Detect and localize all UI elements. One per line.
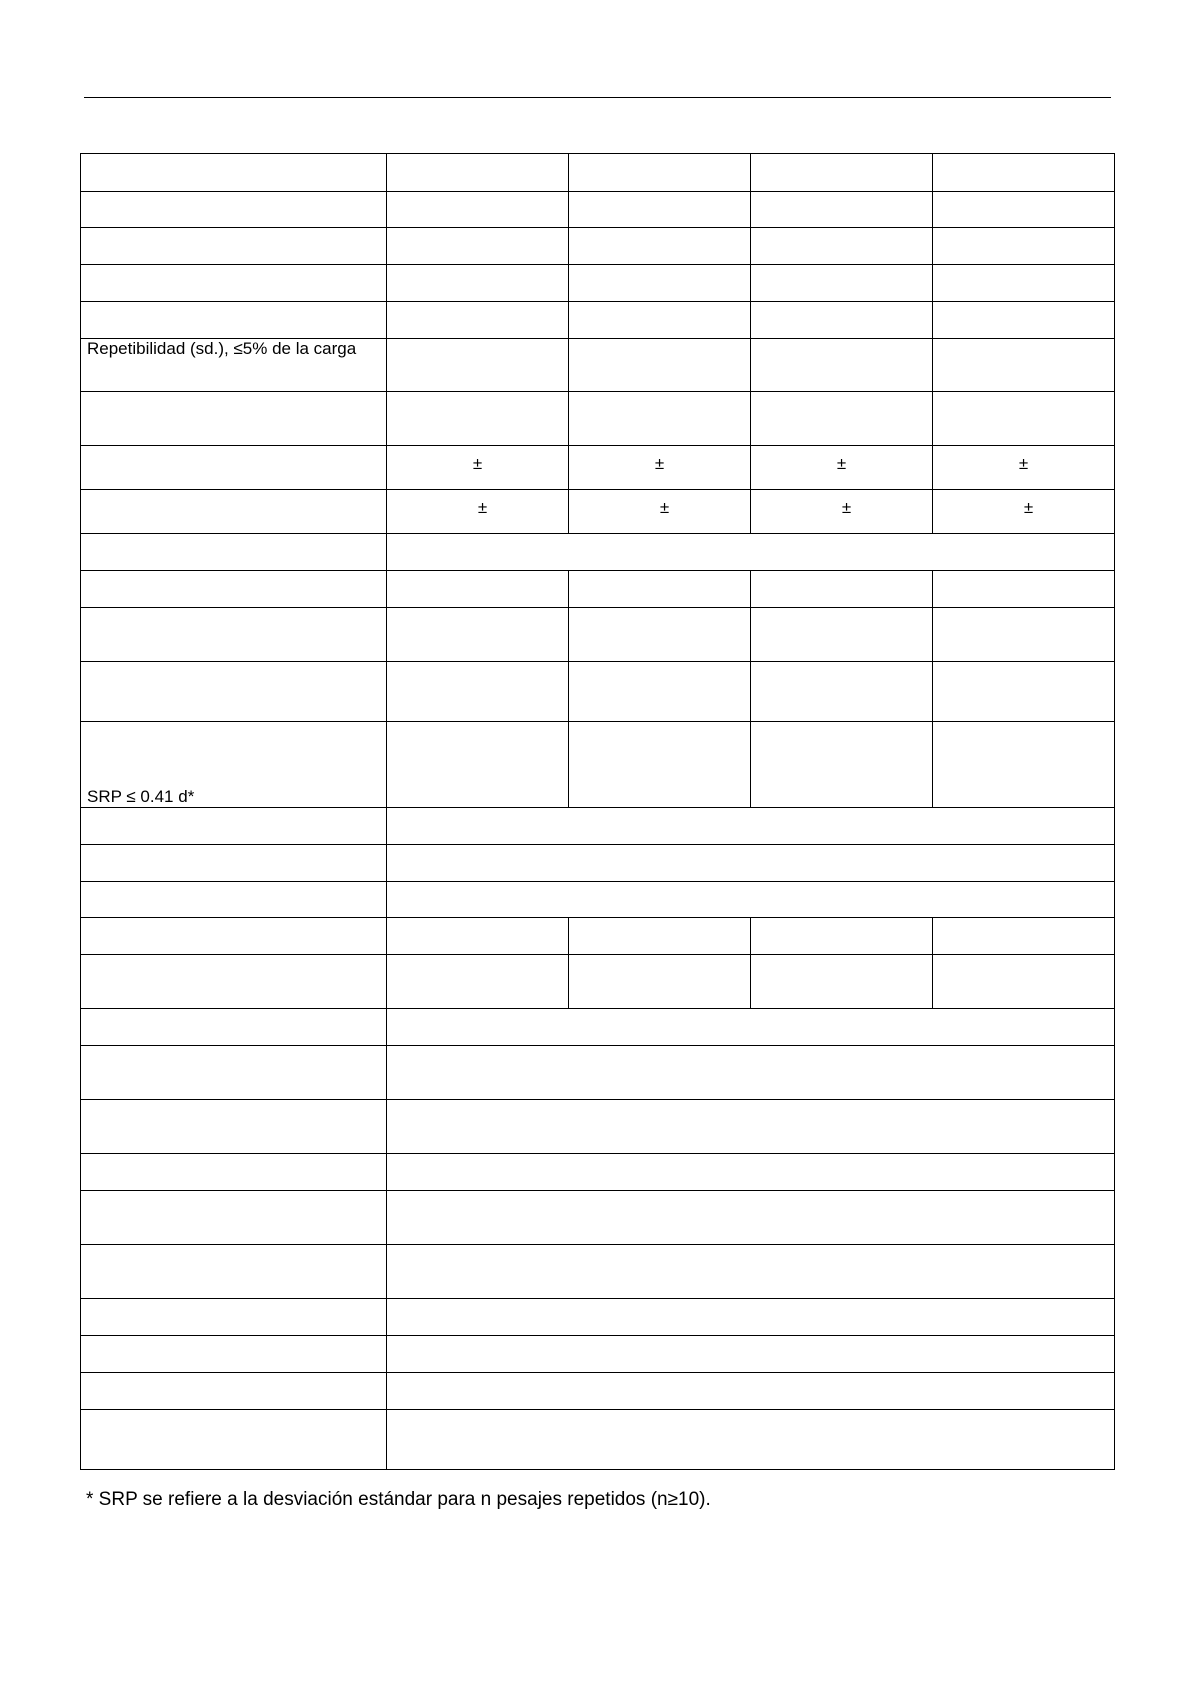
table-row [81,339,1115,392]
table-row [81,192,1115,228]
table-cell [569,662,751,722]
table-cell [81,608,387,662]
table-cell [81,845,387,882]
srp-label: SRP ≤ 0.41 d* [81,722,387,808]
table-cell [387,228,569,265]
table-cell [81,808,387,845]
header-rule [84,97,1111,98]
table-cell [387,955,569,1009]
table-row [81,228,1115,265]
table-row [81,1009,1115,1046]
table-row [81,302,1115,339]
table-row [81,1100,1115,1154]
table-row [81,1373,1115,1410]
table-row [81,265,1115,302]
table-cell [569,722,751,808]
plus-minus-sign: ± [659,497,670,517]
table-cell [933,154,1115,192]
table-cell [569,302,751,339]
table-row [81,845,1115,882]
table-cell [81,154,387,192]
table-cell-merged [387,534,1115,571]
table-cell [751,662,933,722]
plus-minus-cell [933,446,1115,490]
plus-minus-cell [933,490,1115,534]
table-cell [387,302,569,339]
plus-minus-cell [387,490,569,534]
table-cell [933,722,1115,808]
table-cell [81,1299,387,1336]
table-cell [387,192,569,228]
table-cell [751,192,933,228]
specifications-table [80,153,1115,1470]
table-cell [387,265,569,302]
plus-minus-cell [751,446,933,490]
table-cell [81,571,387,608]
table-cell [933,265,1115,302]
table-cell [81,534,387,571]
table-cell [569,392,751,446]
table-cell [751,339,933,392]
table-row [81,571,1115,608]
table-row [81,662,1115,722]
table-cell [569,192,751,228]
table-cell [81,1191,387,1245]
table-cell [81,302,387,339]
footnote: * SRP se refiere a la desviación estándar para n pesajes repetidos (n≥10). [86,1489,711,1510]
table-cell [751,955,933,1009]
table-row [81,446,1115,490]
table-row [81,808,1115,845]
table-cell [933,339,1115,392]
table-cell [751,265,933,302]
table-cell [751,608,933,662]
table-cell [933,608,1115,662]
table-row [81,955,1115,1009]
table-cell [933,228,1115,265]
table-cell [81,1046,387,1100]
table-cell [81,1100,387,1154]
table-row [81,1046,1115,1100]
table-cell [569,608,751,662]
table-cell [387,571,569,608]
table-cell [81,265,387,302]
table-cell-merged [387,1410,1115,1470]
table-cell [569,228,751,265]
table-cell [81,882,387,918]
table-cell [569,955,751,1009]
table-cell [569,571,751,608]
table-row [81,722,1115,808]
table-cell [81,955,387,1009]
table-cell [81,1245,387,1299]
table-cell [81,392,387,446]
table-row [81,1336,1115,1373]
table-cell [81,918,387,955]
table-cell [751,228,933,265]
table-row [81,1154,1115,1191]
table-cell [387,339,569,392]
repeatability-label: Repetibilidad (sd.), ≤5% de la carga [81,339,387,392]
table-cell [933,392,1115,446]
table-cell [751,722,933,808]
table-cell [81,1336,387,1373]
table-cell [81,1373,387,1410]
table-cell [81,1410,387,1470]
table-row [81,534,1115,571]
table-cell [933,918,1115,955]
table-cell [81,228,387,265]
table-cell [387,918,569,955]
plus-minus-sign: ± [477,497,488,517]
table-cell-merged [387,1046,1115,1100]
table-cell [751,302,933,339]
table-row [81,1245,1115,1299]
table-row [81,154,1115,192]
table-cell-merged [387,1245,1115,1299]
table-cell-merged [387,808,1115,845]
table-row [81,882,1115,918]
table-cell [933,955,1115,1009]
plus-minus-sign: ± [654,453,665,473]
table-cell-merged [387,1336,1115,1373]
plus-minus-sign: ± [1023,497,1034,517]
table-cell [569,339,751,392]
table-cell [569,265,751,302]
table-row [81,1299,1115,1336]
plus-minus-sign: ± [1018,453,1029,473]
table-cell [751,392,933,446]
table-cell [933,571,1115,608]
plus-minus-cell [569,446,751,490]
table-cell [81,662,387,722]
table-cell [933,302,1115,339]
table-cell [933,662,1115,722]
plus-minus-sign: ± [472,453,483,473]
table-cell-merged [387,882,1115,918]
table-cell [387,154,569,192]
table-cell [569,918,751,955]
table-cell [751,571,933,608]
table-cell-merged [387,1009,1115,1046]
table-cell [81,446,387,490]
table-cell [81,1009,387,1046]
table-row [81,1410,1115,1470]
table-cell-merged [387,1191,1115,1245]
table-row [81,392,1115,446]
table-row [81,608,1115,662]
table-cell [387,662,569,722]
table-cell [81,490,387,534]
table-row [81,490,1115,534]
table-cell-merged [387,1154,1115,1191]
table-cell [569,154,751,192]
table-row [81,918,1115,955]
plus-minus-cell [751,490,933,534]
table-cell-merged [387,845,1115,882]
table-cell [933,192,1115,228]
table-cell [81,1154,387,1191]
table-cell [387,722,569,808]
table-cell [387,392,569,446]
table-cell [387,608,569,662]
plus-minus-cell [569,490,751,534]
table-cell [81,192,387,228]
plus-minus-sign: ± [841,497,852,517]
plus-minus-cell [387,446,569,490]
table-cell-merged [387,1373,1115,1410]
table-cell [751,154,933,192]
table-cell-merged [387,1299,1115,1336]
table-cell-merged [387,1100,1115,1154]
table-cell [751,918,933,955]
plus-minus-sign: ± [836,453,847,473]
table-row [81,1191,1115,1245]
